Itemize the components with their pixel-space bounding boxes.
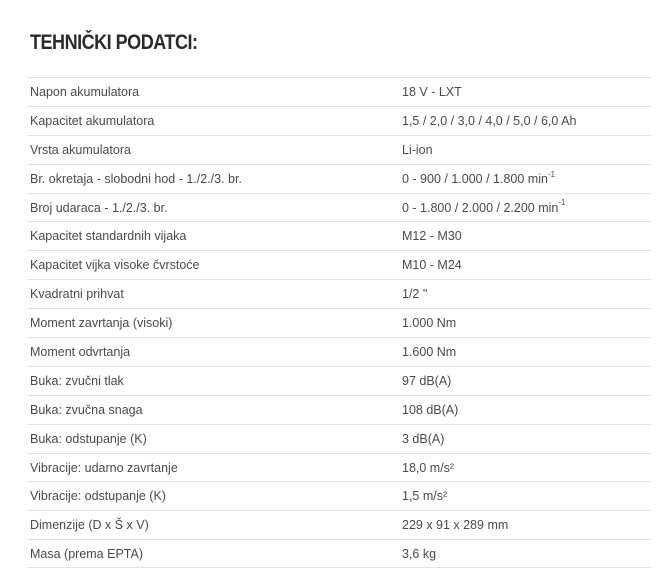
spec-row — [27, 221, 652, 250]
spec-value — [402, 165, 555, 193]
spec-value — [402, 338, 456, 366]
spec-row — [27, 510, 652, 539]
spec-value-text: 108 dB(A) — [402, 402, 459, 417]
spec-label: Moment odvrtanja — [30, 345, 131, 360]
spec-value — [402, 222, 462, 250]
spec-row — [27, 539, 652, 568]
spec-value-text: 1.000 Nm — [402, 316, 457, 331]
spec-value-text: 18 V - LXT — [402, 85, 462, 99]
spec-label: Moment zavrtanja (visoki) — [30, 316, 173, 331]
spec-value — [402, 194, 565, 222]
spec-table — [27, 77, 652, 568]
spec-row — [27, 337, 652, 366]
spec-value-text: M10 - M24 — [402, 258, 462, 273]
spec-value-exponent: -1 — [558, 198, 566, 208]
spec-value-text: 3 dB(A) — [402, 431, 445, 446]
spec-value-text: Li-ion — [402, 142, 433, 157]
spec-row — [27, 164, 652, 193]
spec-value-text: 1/2 " — [402, 287, 428, 302]
spec-label: Buka: zvučni tlak — [30, 373, 124, 388]
spec-label: Buka: zvučna snaga — [30, 402, 143, 417]
spec-label: Br. okretaja - slobodni hod - 1./2./3. br. — [30, 171, 242, 186]
section-heading: TEHNIČKI PODATCI: — [30, 31, 198, 54]
spec-value — [402, 454, 454, 482]
spec-row — [27, 481, 652, 510]
spec-label: Broj udaraca - 1./2./3. br. — [30, 200, 168, 215]
spec-label: Kapacitet vijka visoke čvrstoće — [30, 258, 200, 273]
spec-value — [402, 511, 508, 539]
spec-row — [27, 453, 652, 482]
spec-value — [402, 280, 427, 308]
spec-value-text: 229 x 91 x 289 mm — [402, 518, 509, 533]
spec-label: Masa (prema EPTA) — [30, 547, 143, 562]
spec-value — [402, 482, 447, 510]
spec-value-text: 1,5 / 2,0 / 3,0 / 4,0 / 5,0 / 6,0 Ah — [402, 113, 577, 128]
spec-value — [402, 309, 456, 337]
spec-value-text: 3,6 kg — [402, 547, 437, 562]
spec-label: Vibracije: udarno zavrtanje — [30, 460, 178, 475]
spec-row — [27, 279, 652, 308]
spec-label: Kvadratni prihvat — [30, 287, 124, 302]
spec-row — [27, 308, 652, 337]
spec-value-text: 0 - 1.800 / 2.000 / 2.200 min — [402, 200, 559, 215]
spec-value — [402, 251, 462, 279]
spec-label: Vibracije: odstupanje (K) — [30, 489, 166, 504]
spec-row — [27, 135, 652, 164]
spec-label: Kapacitet standardnih vijaka — [30, 229, 187, 244]
spec-value — [402, 425, 444, 453]
spec-row — [27, 395, 652, 424]
spec-label: Napon akumulatora — [30, 85, 140, 99]
spec-value-text: 1,5 m/s² — [402, 489, 448, 504]
spec-row — [27, 250, 652, 279]
spec-row — [27, 77, 652, 106]
spec-value-exponent: -1 — [547, 169, 556, 179]
spec-value-text: 97 dB(A) — [402, 373, 452, 388]
spec-value-text: 0 - 900 / 1.000 / 1.800 min — [402, 171, 548, 186]
spec-value — [402, 367, 451, 395]
spec-row — [27, 193, 652, 222]
spec-row — [27, 106, 652, 135]
spec-value — [402, 540, 436, 568]
spec-label: Dimenzije (D x Š x V) — [30, 518, 149, 533]
spec-value — [402, 136, 433, 164]
spec-value — [402, 107, 576, 135]
spec-value-text: M12 - M30 — [402, 229, 462, 244]
spec-row — [27, 424, 652, 453]
spec-value-text: 18,0 m/s² — [402, 460, 455, 475]
spec-label: Kapacitet akumulatora — [30, 113, 155, 128]
spec-value — [402, 396, 458, 424]
spec-row — [27, 366, 652, 395]
spec-value — [402, 78, 462, 106]
spec-label: Buka: odstupanje (K) — [30, 431, 147, 446]
spec-value-text: 1.600 Nm — [402, 345, 457, 360]
spec-label: Vrsta akumulatora — [30, 142, 131, 157]
